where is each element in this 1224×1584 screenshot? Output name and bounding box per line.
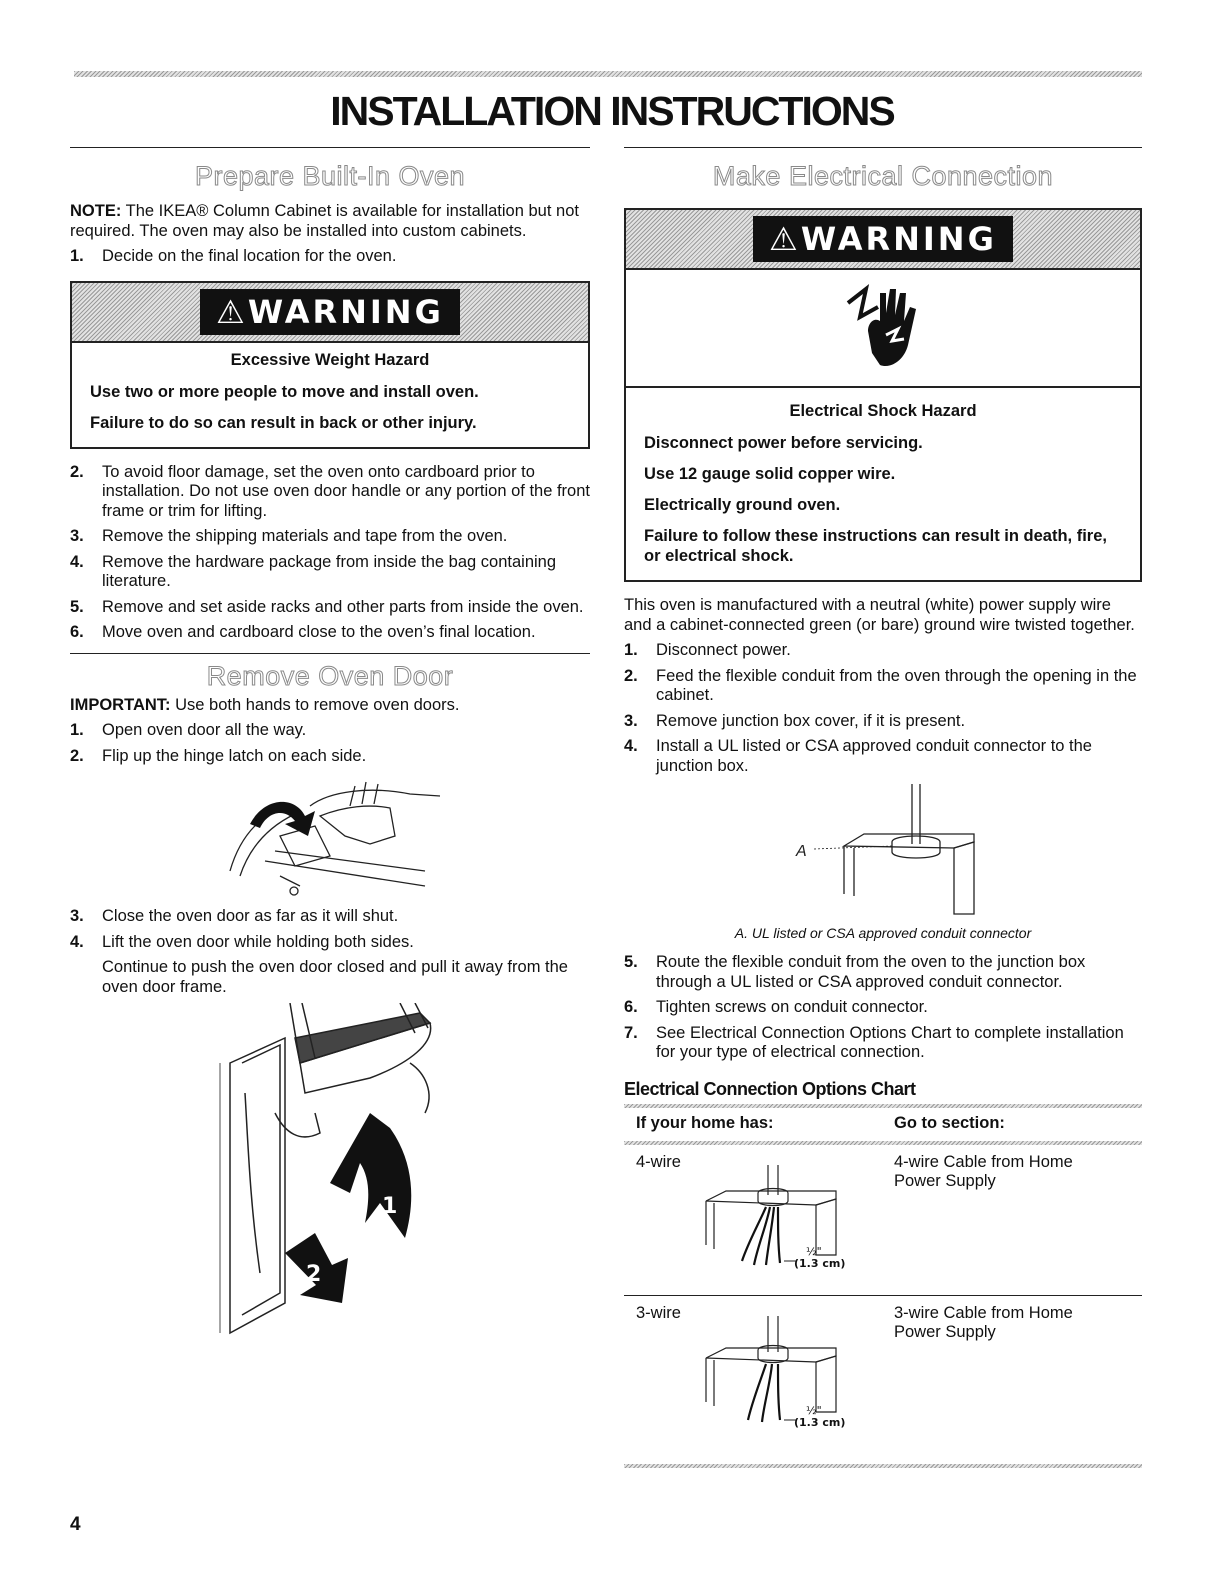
list-item: 5. Route the flexible conduit from the oven to the junction box through a UL listed or CSA approved conduit connector.	[624, 953, 1086, 991]
left-column	[70, 147, 590, 1338]
page-number: 4	[70, 1514, 81, 1535]
warning-line: Failure to do so can result in back or other injury.	[90, 413, 477, 432]
electrical-warning-box	[624, 208, 1142, 582]
warning-line: Disconnect power before servicing.	[644, 434, 923, 452]
table-row	[624, 1145, 1142, 1295]
page-title: INSTALLATION INSTRUCTIONS	[330, 88, 894, 134]
list-item: 1. Decide on the final location for the oven.	[70, 247, 397, 265]
warning-hazard: Electrical Shock Hazard	[789, 402, 977, 420]
dimension-inch: ½"	[806, 1244, 822, 1258]
prepare-section-title: Prepare Built-In Oven	[194, 161, 466, 191]
section-rule	[70, 147, 590, 148]
list-item: 6. Tighten screws on conduit connector.	[624, 998, 928, 1016]
dimension-inch: ½"	[806, 1403, 822, 1417]
warning-line: Use 12 gauge solid copper wire.	[644, 465, 896, 483]
section-rule	[70, 653, 590, 654]
three-wire-illustration	[696, 1316, 876, 1436]
list-item: 3. Close the oven door as far as it will shut.	[70, 907, 399, 925]
electrical-section-title: Make Electrical Connection	[712, 161, 1054, 191]
table-cell-home: 4-wire	[636, 1152, 681, 1171]
list-item: 3. Remove the shipping materials and tape from the oven.	[70, 527, 508, 545]
list-item: 1. Disconnect power.	[624, 641, 791, 659]
warning-header-text: ⚠WARNING	[753, 216, 1013, 262]
electric-shock-icon	[838, 283, 928, 373]
figure-label-a: A	[796, 843, 807, 860]
electric-shock-icon-box	[626, 270, 1140, 388]
chart-header-home: If your home has:	[636, 1113, 774, 1132]
table-cell-section: 4-wire Cable from Home Power Supply	[894, 1152, 1073, 1190]
list-item: 4. Remove the hardware package from inside the bag containing literature.	[70, 552, 557, 590]
list-item: 2. To avoid floor damage, set the oven onto cardboard prior to installation. Do not use oven door handle or any portion of the front frame or trim for lifting.	[70, 462, 590, 520]
chart-title: Electrical Connection Options Chart	[624, 1078, 916, 1099]
list-item: 5. Remove and set aside racks and other parts from inside the oven.	[70, 597, 584, 616]
weight-warning-box	[70, 281, 590, 449]
continue-text: Continue to push the oven door closed and pull it away from the oven door frame.	[102, 958, 568, 996]
chart-header-row	[624, 1108, 1142, 1141]
list-item: 2. Feed the flexible conduit from the oven through the opening in the cabinet.	[624, 666, 1137, 704]
warning-header	[626, 210, 1140, 270]
arrow-2-label: 2	[306, 1262, 322, 1287]
table-cell-home: 3-wire	[636, 1303, 681, 1322]
warning-line: Electrically ground oven.	[644, 496, 841, 514]
list-item: 6. Move oven and cardboard close to the oven’s final location.	[70, 623, 536, 641]
important-paragraph: IMPORTANT: Use both hands to remove oven doors.	[70, 695, 460, 714]
figure-caption: A. UL listed or CSA approved conduit connector	[734, 925, 1032, 941]
list-item: 1. Open oven door all the way.	[70, 721, 307, 739]
warning-body	[626, 388, 1140, 580]
door-removal-illustration	[70, 1003, 590, 1338]
dimension-cm: (1.3 cm)	[794, 1256, 846, 1270]
table-cell-section: 3-wire Cable from Home Power Supply	[894, 1303, 1073, 1341]
note-text: The IKEA® Column Cabinet is available for installation but not required. The oven may also be installed into custom cabinets.	[70, 202, 579, 240]
list-item: 7. See Electrical Connection Options Chart to complete installation for your type of electrical connection.	[624, 1023, 1124, 1061]
warning-hazard: Excessive Weight Hazard	[230, 350, 430, 369]
section-rule	[624, 147, 1142, 148]
four-wire-illustration	[696, 1165, 876, 1275]
note-label: NOTE:	[70, 202, 122, 220]
electrical-intro: This oven is manufactured with a neutral (white) power supply wire and a cabinet-connected green (or bare) ground wire twisted together.	[624, 596, 1135, 634]
warning-body	[72, 343, 588, 447]
warning-header-text: ⚠WARNING	[200, 289, 460, 335]
remove-door-section-title: Remove Oven Door	[206, 660, 454, 691]
list-item: 4. Lift the oven door while holding both sides.	[70, 932, 414, 951]
warning-line: Failure to follow these instructions can result in death, fire, or electrical shock.	[644, 527, 1107, 565]
list-item: 2. Flip up the hinge latch on each side.	[70, 746, 367, 765]
list-item: 4. Install a UL listed or CSA approved conduit connector to the junction box.	[624, 737, 1092, 775]
top-rule	[74, 71, 1142, 77]
note-paragraph	[70, 202, 590, 241]
dimension-cm: (1.3 cm)	[794, 1415, 846, 1429]
warning-header	[72, 283, 588, 343]
warning-line: Use two or more people to move and install oven.	[90, 382, 479, 401]
bottom-rule	[624, 1464, 1142, 1468]
chart-header-section: Go to section:	[894, 1113, 1005, 1132]
hinge-latch-illustration	[70, 766, 590, 901]
arrow-1-label: 1	[382, 1194, 398, 1219]
table-row	[624, 1296, 1142, 1446]
right-column	[624, 147, 1142, 1446]
conduit-connector-illustration	[624, 784, 1142, 919]
list-item: 3. Remove junction box cover, if it is present.	[624, 711, 966, 730]
